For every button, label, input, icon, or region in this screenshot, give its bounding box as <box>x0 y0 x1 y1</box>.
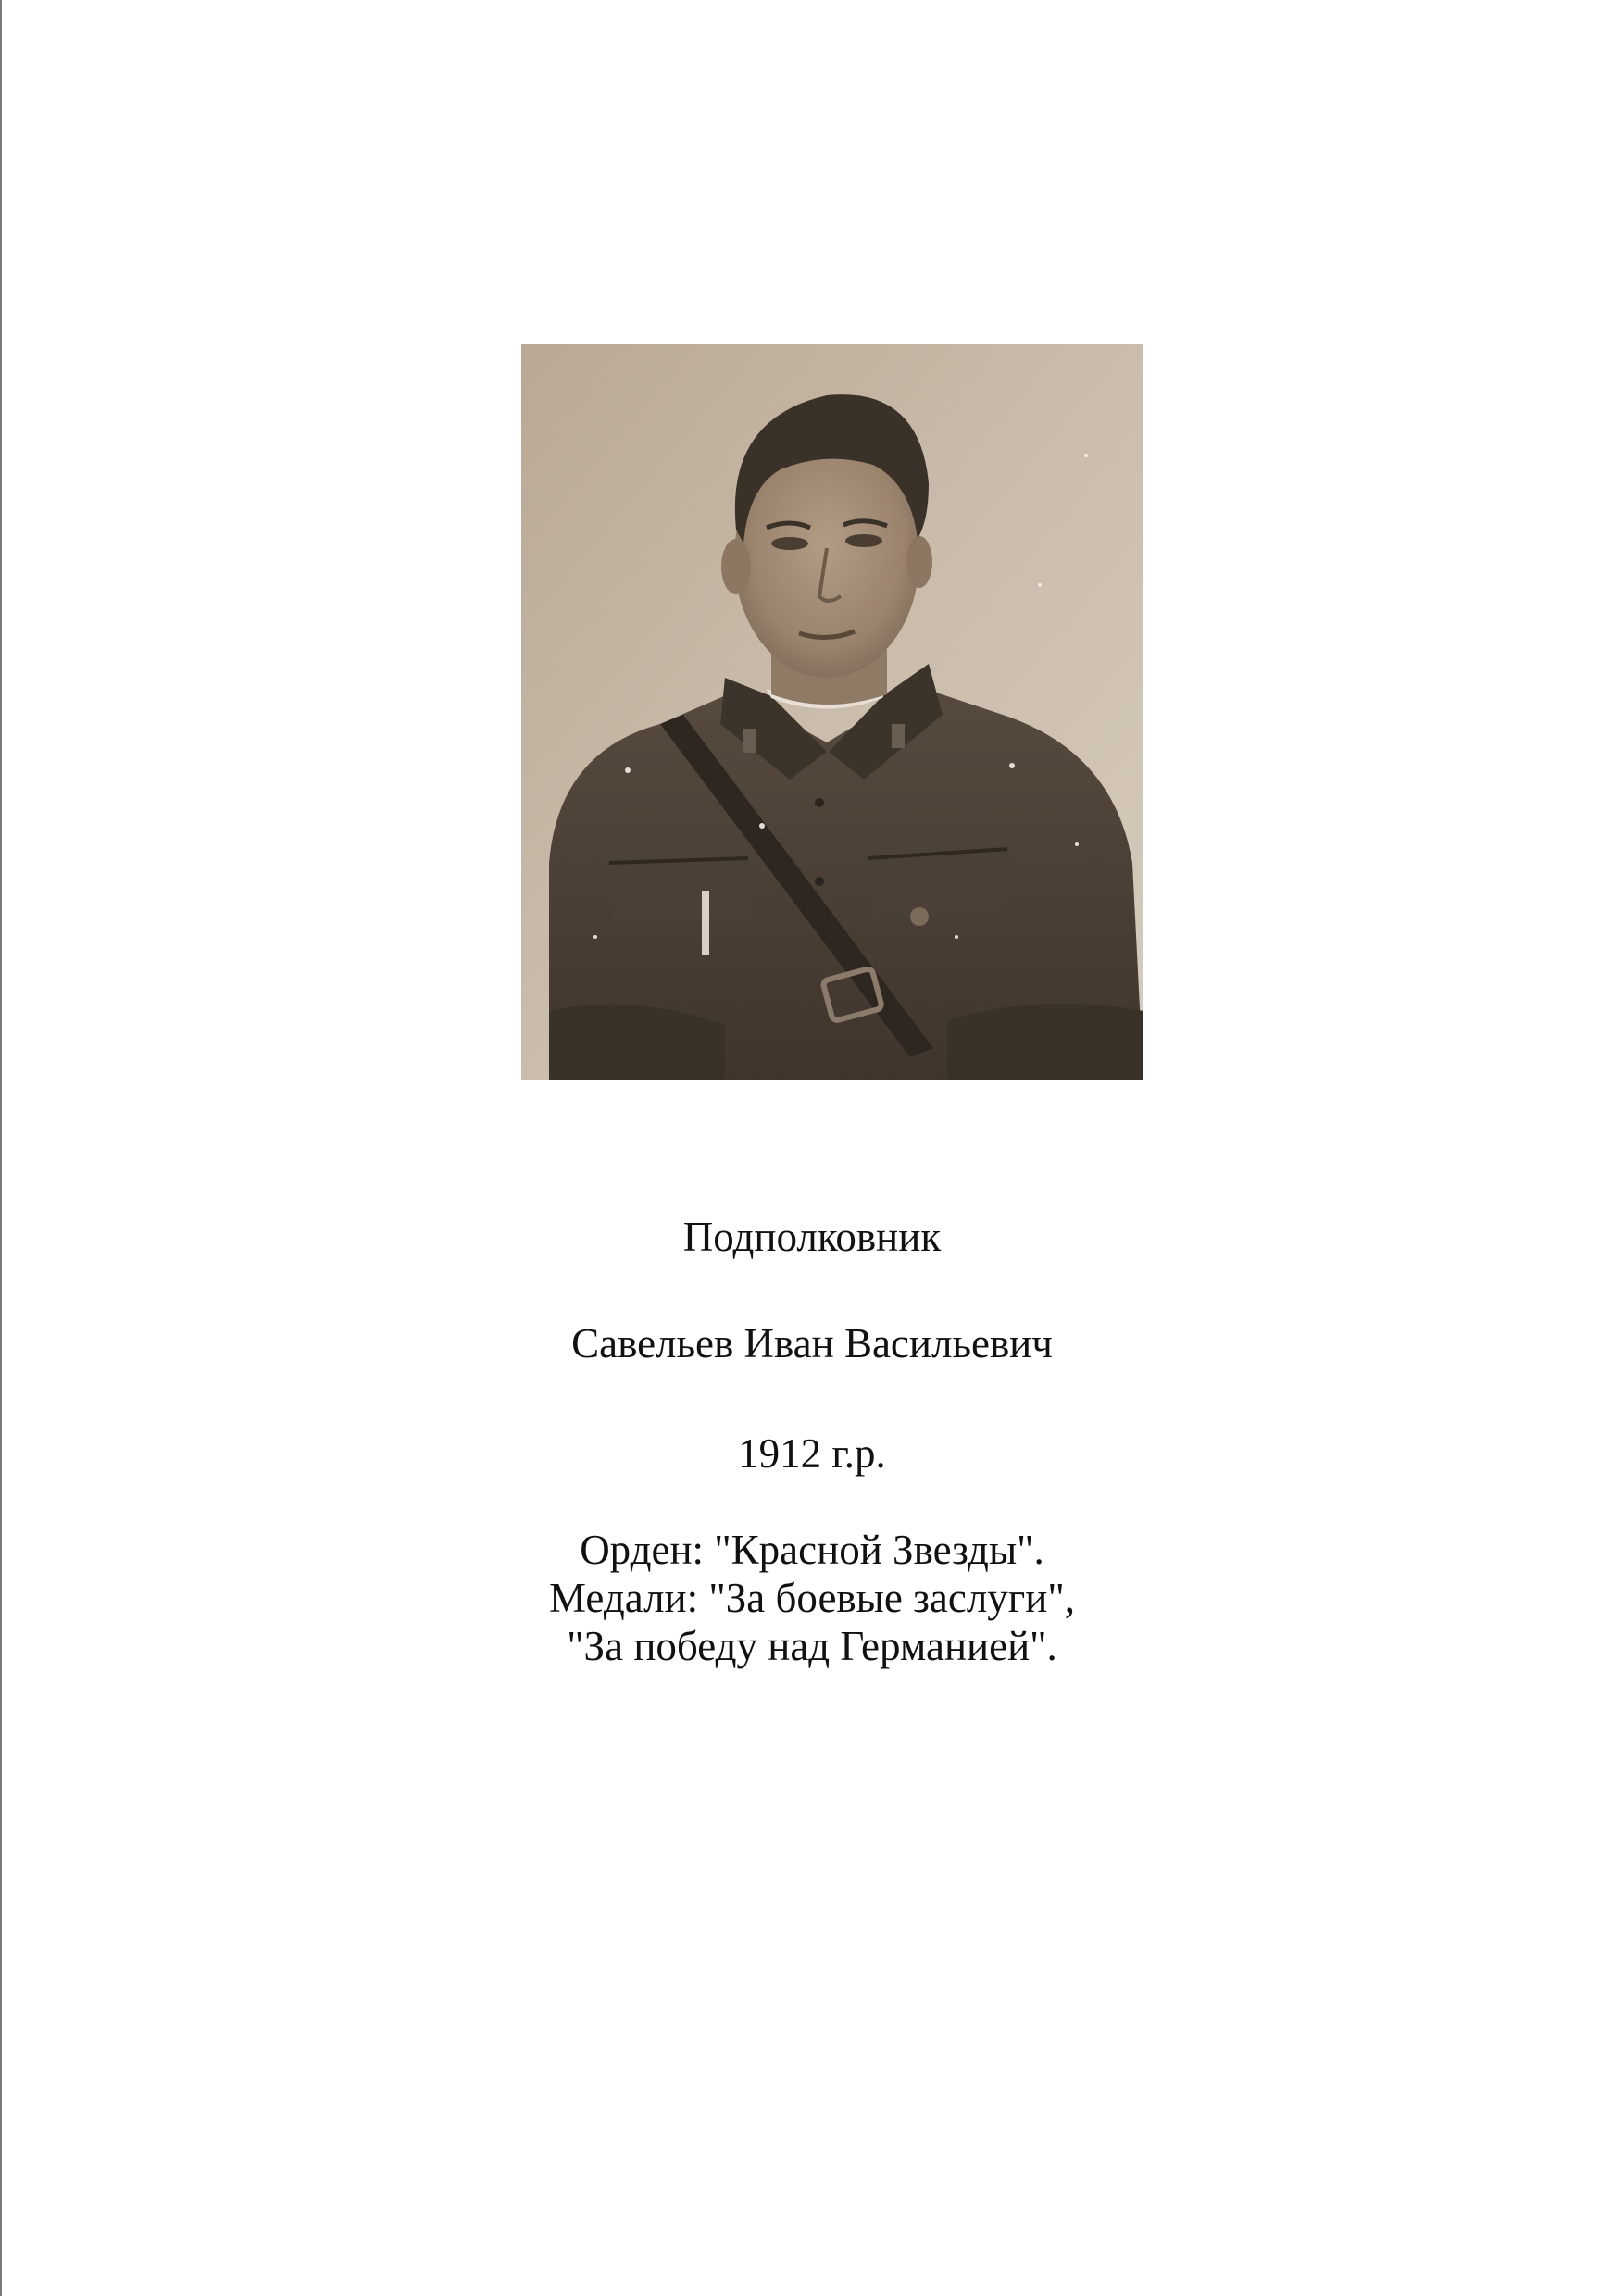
awards-section <box>0 1526 1624 1670</box>
medals-line-1: Медали: "За боевые заслуги", <box>549 1575 1075 1621</box>
portrait-photo-image <box>521 344 1143 1080</box>
page-left-edge <box>0 0 2 2296</box>
birth-year-text: 1912 г.р. <box>738 1430 886 1477</box>
full-name-text: Савельев Иван Васильевич <box>571 1320 1053 1366</box>
portrait-photo <box>521 344 1143 1080</box>
rank-text: Подполковник <box>682 1214 942 1260</box>
medals-line-2: "За победу над Германией". <box>567 1623 1057 1669</box>
order-award-line: Орден: "Красной Звезды". <box>580 1527 1044 1573</box>
